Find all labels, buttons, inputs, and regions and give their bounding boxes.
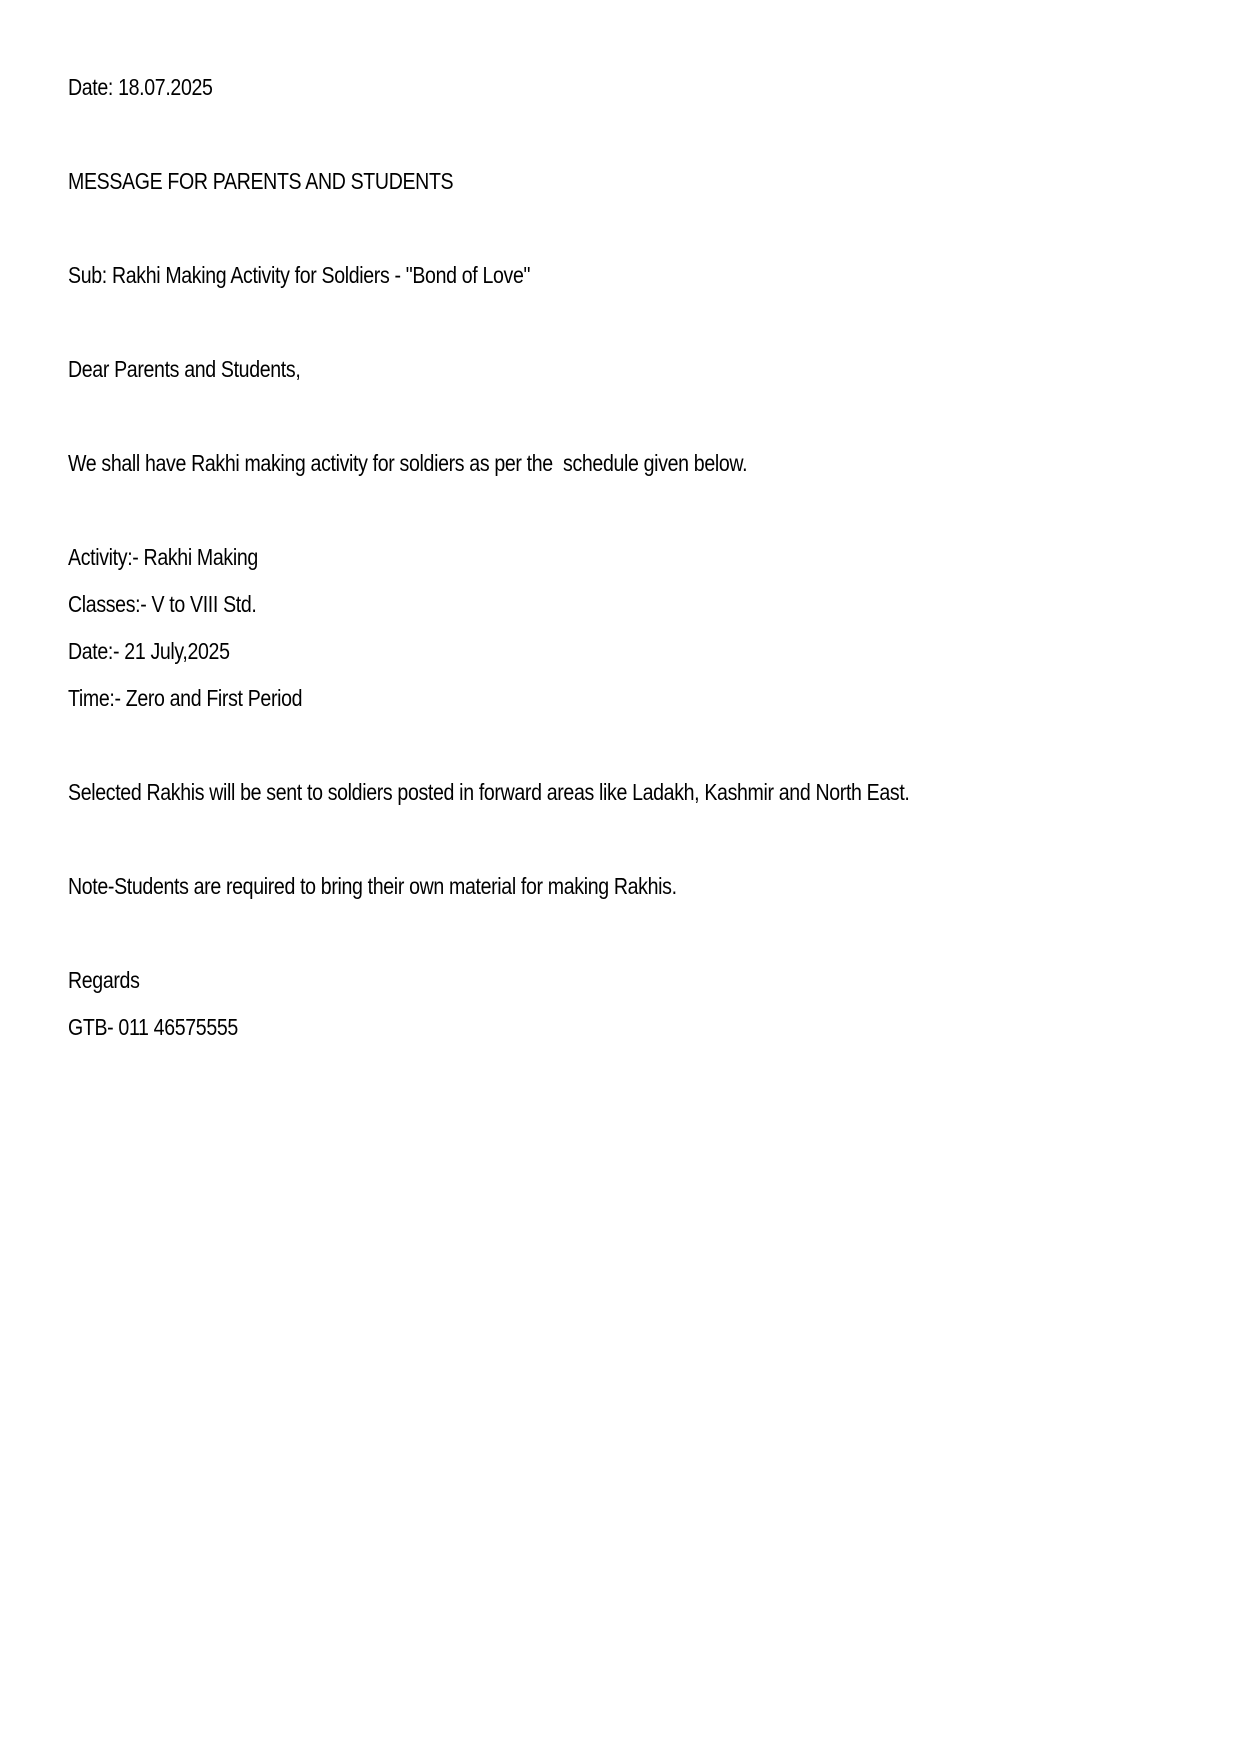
document-content [68,64,1241,1051]
paragraph-schedule-details [68,534,1241,722]
paragraph-signature [68,957,1241,1051]
paragraph-subject [68,252,1241,299]
time-line: Time:- Zero and First Period [68,685,303,711]
paragraph-note [68,863,1241,910]
paragraph-salutation [68,346,1241,393]
activity-date-line: Date:- 21 July,2025 [68,638,230,664]
paragraph-intro [68,440,1241,487]
contact-line: GTB- 011 46575555 [68,1014,238,1040]
classes-line: Classes:- V to VIII Std. [68,591,257,617]
date-line: Date: 18.07.2025 [68,74,213,100]
note-line: Note-Students are required to bring their own material for making Rakhis. [68,873,677,899]
activity-line: Activity:- Rakhi Making [68,544,258,570]
salutation-line: Dear Parents and Students, [68,356,301,382]
regards-line: Regards [68,967,140,993]
intro-line: We shall have Rakhi making activity for soldiers as per the schedule given below. [68,450,748,476]
paragraph-title [68,158,1241,205]
paragraph-date [68,64,1241,111]
selected-rakhis-line: Selected Rakhis will be sent to soldiers posted in forward areas like Ladakh, Kashmir and North East. [68,779,910,805]
paragraph-selected-rakhis [68,769,1241,816]
message-title-line: MESSAGE FOR PARENTS AND STUDENTS [68,168,454,194]
subject-line: Sub: Rakhi Making Activity for Soldiers - "Bond of Love" [68,262,531,288]
